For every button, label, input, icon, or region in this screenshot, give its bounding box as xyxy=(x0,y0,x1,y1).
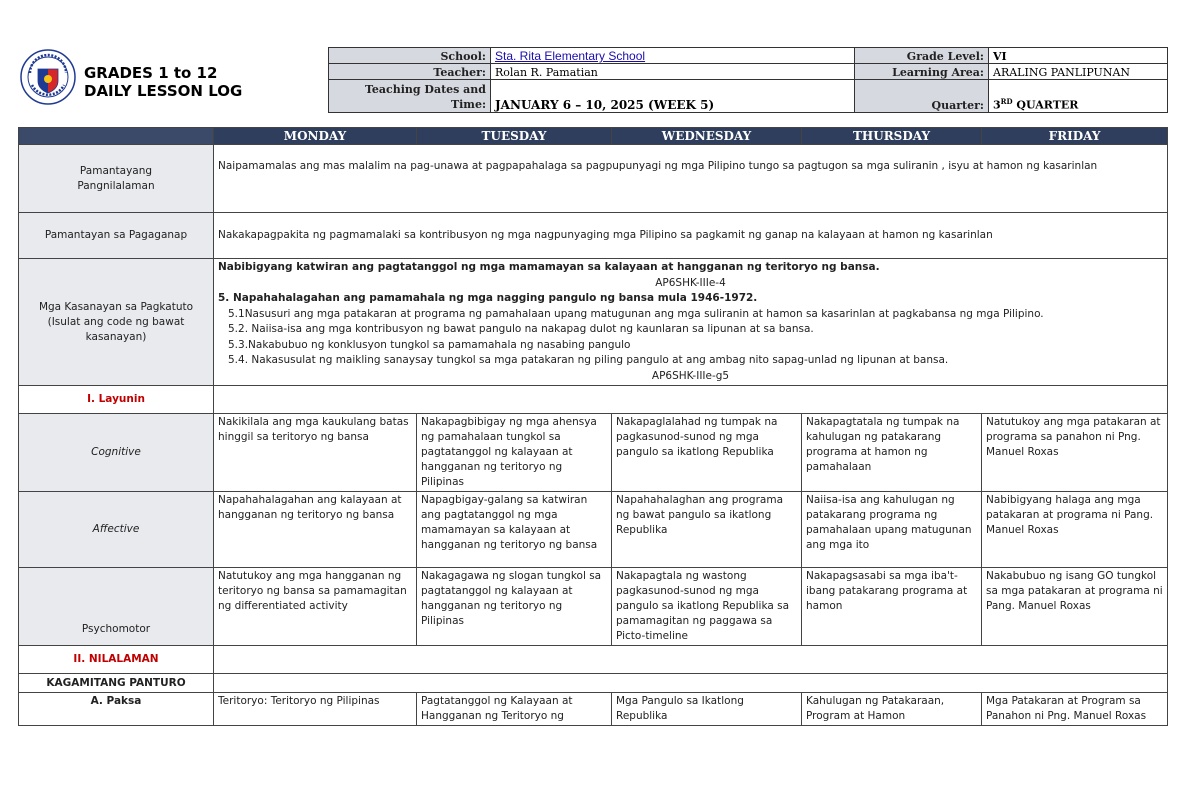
layunin-label xyxy=(19,386,214,414)
paksa-tuesday: Pagtatanggol ng Kalayaan at Hangganan ng Teritoryo ng xyxy=(417,693,612,726)
pamantayang-text: Naipamamalas ang mas malalim na pag-unawa at pagpapahalaga sa pagpupunyagi ng mga Pilipino tungo sa pagtugon sa mga suliranin , isyu at hamon ng kasarinlan xyxy=(214,145,1168,213)
kasanayan-code-1: AP6SHK-IIIe-4 xyxy=(655,276,726,289)
paksa-wednesday: Mga Pangulo sa Ikatlong Republika xyxy=(612,693,802,726)
kasanayan-code-2: AP6SHK-IIIe-g5 xyxy=(651,369,730,382)
school-label: School: xyxy=(329,48,491,64)
table-row xyxy=(19,145,1168,213)
affective-thursday: Naiisa-isa ang kahulugan ng patakarang programa ng pamahalaan upang matugunan ang mga ito xyxy=(802,492,982,568)
title-line-1: GRADES 1 to 12 xyxy=(84,64,218,82)
table-row xyxy=(19,213,1168,259)
header-info-table xyxy=(328,47,1168,113)
kasanayan-sub-1: 5.1Nasusuri ang mga patakaran at programa ng pamahalaan upang matugunan ang mga suliranin at hamon sa kasarinlan at pagkabansa ng mga Pilipino. xyxy=(228,307,1044,320)
table-row xyxy=(19,492,1168,568)
pamantayang-label-line-1: Pamantayang xyxy=(79,164,153,177)
kasanayan-label xyxy=(19,259,214,386)
nilalaman-label-text: II. NILALAMAN xyxy=(73,653,159,665)
kasanayan-sub-2: 5.2. Naiisa-isa ang mga kontribusyon ng bawat pangulo na nakapag dulot ng kaunlaran sa lipunan at sa bansa. xyxy=(228,323,814,335)
affective-label: Affective xyxy=(19,492,214,568)
dates-label-line-2: Time: xyxy=(450,98,486,111)
paksa-monday: Teritoryo: Teritoryo ng Pilipinas xyxy=(214,693,417,726)
deped-seal-icon xyxy=(20,49,76,105)
pagaganap-label: Pamantayan sa Pagaganap xyxy=(19,213,214,259)
psychomotor-thursday: Nakapagsasabi sa mga iba't-ibang patakarang programa at hamon xyxy=(802,568,982,646)
day-tuesday: TUESDAY xyxy=(417,128,612,145)
teacher-label: Teacher: xyxy=(329,64,491,80)
title-line-2: DAILY LESSON LOG xyxy=(84,82,243,100)
dates-value: JANUARY 6 – 10, 2025 (WEEK 5) xyxy=(491,80,855,113)
school-value[interactable]: Sta. Rita Elementary School xyxy=(491,48,855,64)
grade-value: VI xyxy=(989,48,1168,64)
area-label: Learning Area: xyxy=(855,64,989,80)
days-header-blank xyxy=(19,128,214,145)
table-row xyxy=(19,414,1168,492)
quarter-sup: RD xyxy=(1000,97,1013,107)
day-friday: FRIDAY xyxy=(982,128,1168,145)
kasanayan-content xyxy=(214,259,1168,386)
day-thursday: THURSDAY xyxy=(802,128,982,145)
page-title xyxy=(84,64,242,100)
kasanayan-label-line-2: (Isulat ang code ng bawat xyxy=(47,315,185,328)
layunin-label-text: I. Layunin xyxy=(87,393,145,405)
kasanayan-sub-3: 5.3.Nakabubuo ng konklusyon tungkol sa pamamahala ng nasabing pangulo xyxy=(228,338,631,351)
kasanayan-label-line-1: Mga Kasanayan sa Pagkatuto xyxy=(38,300,194,313)
dates-label-line-1: Teaching Dates and xyxy=(364,83,486,96)
kagamitan-blank xyxy=(214,674,1168,693)
day-wednesday: WEDNESDAY xyxy=(612,128,802,145)
table-row xyxy=(19,693,1168,726)
quarter-value xyxy=(989,80,1168,113)
layunin-blank xyxy=(214,386,1168,414)
cognitive-friday: Natutukoy ang mga patakaran at programa sa panahon ni Png. Manuel Roxas xyxy=(982,414,1168,492)
lesson-log-table xyxy=(18,127,1168,726)
area-value: ARALING PANLIPUNAN xyxy=(989,64,1168,80)
pamantayang-label-line-2: Pangnilalaman xyxy=(77,179,155,192)
day-monday: MONDAY xyxy=(214,128,417,145)
pamantayang-label xyxy=(19,145,214,213)
affective-wednesday: Napahahalaghan ang programa ng bawat pangulo sa ikatlong Republika xyxy=(612,492,802,568)
kasanayan-line-2: 5. Napahahalagahan ang pamamahala ng mga nagging pangulo ng bansa mula 1946-1972. xyxy=(218,292,758,304)
days-header-row xyxy=(19,128,1168,145)
table-row xyxy=(19,259,1168,386)
quarter-label: Quarter: xyxy=(855,80,989,113)
pagaganap-text: Nakakapagpakita ng pagmamalaki sa kontribusyon ng mga nagpunyaging mga Pilipino sa pagkamit ng ganap na kalayaan at hamon ng kasarinlan xyxy=(214,213,1168,259)
cognitive-thursday: Nakapagtatala ng tumpak na kahulugan ng patakarang programa at hamon ng pamahalaan xyxy=(802,414,982,492)
cognitive-monday: Nakikilala ang mga kaukulang batas hinggil sa teritoryo ng bansa xyxy=(214,414,417,492)
quarter-text: QUARTER xyxy=(1012,99,1079,112)
dates-label xyxy=(329,80,491,113)
psychomotor-label: Psychomotor xyxy=(19,568,214,646)
affective-friday: Nabibigyang halaga ang mga patakaran at programa ni Pang. Manuel Roxas xyxy=(982,492,1168,568)
table-row xyxy=(19,674,1168,693)
cognitive-tuesday: Nakapagbibigay ng mga ahensya ng pamahalaan tungkol sa pagtatanggol ng kalayaan at hangganan ng teritoryo ng Pilipinas xyxy=(417,414,612,492)
paksa-thursday: Kahulugan ng Patakaraan, Program at Hamon xyxy=(802,693,982,726)
nilalaman-label xyxy=(19,646,214,674)
nilalaman-blank xyxy=(214,646,1168,674)
teacher-value: Rolan R. Pamatian xyxy=(491,64,855,80)
affective-tuesday: Napagbigay-galang sa katwiran ang pagtatanggol ng mga mamamayan sa kalayaan at hangganan ng teritoryo ng bansa xyxy=(417,492,612,568)
kasanayan-label-line-3: kasanayan) xyxy=(85,330,147,343)
kasanayan-line-1: Nabibigyang katwiran ang pagtatanggol ng mga mamamayan sa kalayaan at hangganan ng teritoryo ng bansa. xyxy=(218,261,880,273)
cognitive-label: Cognitive xyxy=(19,414,214,492)
paksa-friday: Mga Patakaran at Program sa Panahon ni Png. Manuel Roxas xyxy=(982,693,1168,726)
psychomotor-wednesday: Nakapagtala ng wastong pagkasunod-sunod ng mga pangulo sa ikatlong Republika sa pamamagitan ng paggawa sa Picto-timeline xyxy=(612,568,802,646)
table-row xyxy=(19,386,1168,414)
kasanayan-sub-4: 5.4. Nakasusulat ng maikling sanaysay tungkol sa mga patakaran ng piling pangulo at ang ambag nito sapag-unlad ng lipunan at bansa. xyxy=(228,354,949,366)
psychomotor-friday: Nakabubuo ng isang GO tungkol sa mga patakaran at programa ni Pang. Manuel Roxas xyxy=(982,568,1168,646)
quarter-num: 3 xyxy=(993,99,1001,112)
psychomotor-tuesday: Nakagagawa ng slogan tungkol sa pagtatanggol ng kalayaan at hangganan ng teritoryo ng Pilipinas xyxy=(417,568,612,646)
cognitive-wednesday: Nakapaglalahad ng tumpak na pagkasunod-sunod ng mga pangulo sa ikatlong Republika xyxy=(612,414,802,492)
table-row xyxy=(19,568,1168,646)
table-row xyxy=(19,646,1168,674)
affective-monday: Napahahalagahan ang kalayaan at hangganan ng teritoryo ng bansa xyxy=(214,492,417,568)
grade-label: Grade Level: xyxy=(855,48,989,64)
paksa-label: A. Paksa xyxy=(19,693,214,726)
psychomotor-monday: Natutukoy ang mga hangganan ng teritoryo ng bansa sa pamamagitan ng differentiated activity xyxy=(214,568,417,646)
kagamitan-label: KAGAMITANG PANTURO xyxy=(19,674,214,693)
